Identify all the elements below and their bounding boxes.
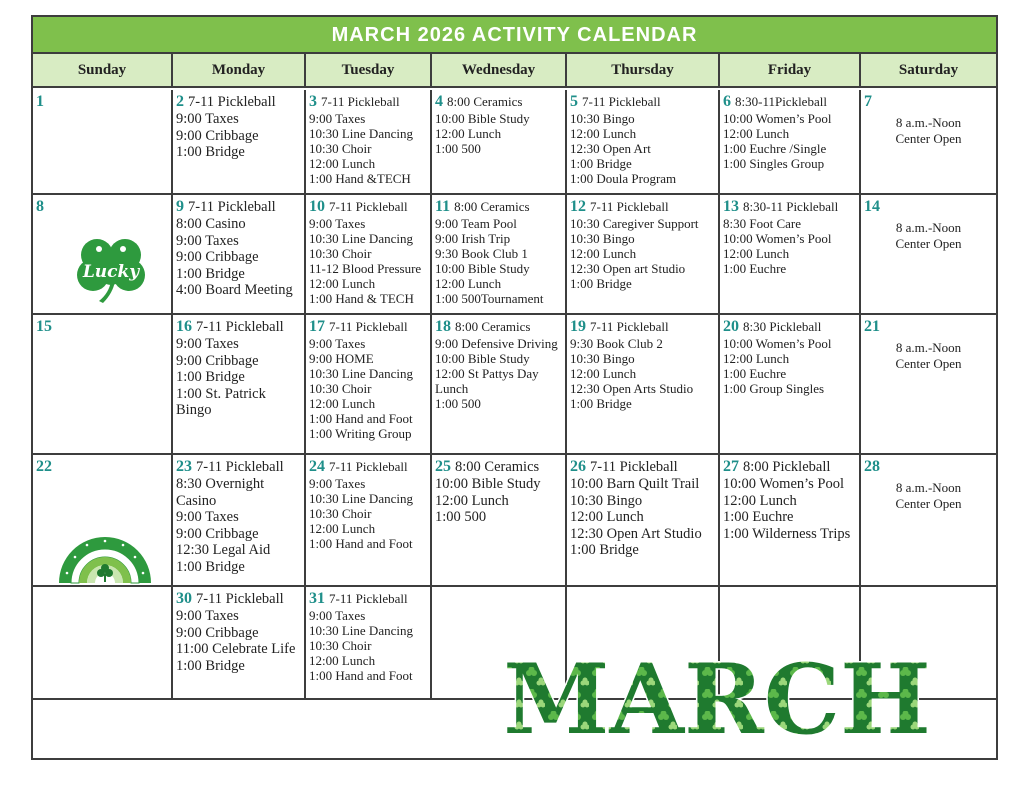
event-item: 8:30-11 Pickleball [743,199,839,214]
event-item: 9:00 Taxes [176,232,239,249]
day-cell [861,455,996,587]
event-item: 10:30 Bingo [570,351,635,366]
event-item: 9:00 Cribbage [176,624,259,641]
day-cell [861,315,996,455]
event-item: 10:00 Bible Study [435,111,530,126]
day-number: 27 [723,458,739,475]
event-item: 9:00 Taxes [176,336,239,352]
event-item: 10:00 Barn Quilt Trail [570,476,700,492]
day-number: 1 [36,93,44,110]
saturday-hours: 8 a.m.-Noon [895,115,962,130]
event-item: 8:00 Casino [176,216,246,232]
day-cell [567,455,720,587]
event-item: 7-11 Pickleball [321,94,400,109]
event-item: 1:00 Singles Group [723,156,825,171]
event-item: 10:30 Bingo [570,111,635,126]
event-item: 12:00 St Pattys Day Lunch [435,366,539,396]
saturday-hours: Center Open [895,356,962,371]
event-item: 12:30 Open Arts Studio [570,381,694,396]
event-item: 12:00 Lunch [723,126,790,141]
event-item: 12:00 Lunch [309,653,376,668]
event-item: 9:00 Taxes [176,608,239,624]
day-header-monday: Monday [173,54,306,88]
day-number: 2 [176,93,184,110]
event-item: 7-11 Pickleball [196,591,284,607]
event-item: 9:30 Book Club 2 [570,336,663,351]
event-item: 1:00 Hand &TECH [309,171,411,186]
event-item: 7-11 Pickleball [196,459,284,475]
event-item: 1:00 Wilderness Trips [723,525,851,542]
event-item: 1:00 Bridge [176,144,245,160]
event-item: 9:00 HOME [309,351,374,366]
day-number: 13 [723,198,739,215]
day-number: 22 [36,458,52,475]
event-item: 8:00 Ceramics [454,199,530,214]
event-item: 1:00 Euchre [723,509,794,525]
event-item: 9:00 Taxes [309,216,366,231]
event-item: 1:00 Bridge [176,558,245,575]
saturday-hours: Center Open [895,496,962,511]
event-item: 1:00 500 [435,396,481,411]
event-item: 10:30 Line Dancing [309,491,413,506]
day-cell [306,455,432,587]
day-number: 9 [176,198,184,215]
event-item: 1:00 Euchre /Single [723,141,827,156]
event-item: 8:30-11Pickleball [735,94,827,109]
event-item: 7-11 Pickleball [329,591,408,606]
event-item: 11:00 Celebrate Life [176,641,296,657]
event-item: 9:00 Taxes [309,111,366,126]
event-item: 1:00 Bridge [570,156,632,171]
event-item: 7-11 Pickleball [590,319,669,334]
day-cell [173,90,306,195]
day-number: 28 [864,458,880,475]
event-item: 1:00 Writing Group [309,426,412,441]
day-cell [567,195,720,315]
event-item: 1:00 Euchre [723,261,787,276]
event-item: 10:30 Line Dancing [309,366,413,381]
event-item: 9:00 Cribbage [176,249,259,265]
event-item: 10:30 Bingo [570,231,635,246]
day-number: 24 [309,458,325,475]
saturday-hours: 8 a.m.-Noon [895,220,962,235]
day-number: 17 [309,318,325,335]
event-item: 1:00 Bridge [176,657,245,674]
event-item: 8:00 Pickleball [743,459,831,475]
event-item: 9:30 Book Club 1 [435,246,528,261]
event-item: 1:00 Bridge [176,265,245,282]
event-item: 7-11 Pickleball [188,199,276,215]
event-item: 12:00 Lunch [309,156,376,171]
event-item: 10:30 Choir [309,638,372,653]
lucky-label: Lucky [82,262,140,282]
event-item: 10:00 Women’s Pool [723,336,832,351]
event-item: 1:00 Euchre [723,366,787,381]
event-item: 12:00 Lunch [723,351,790,366]
event-item: 12:30 Open Art [570,141,651,156]
event-item: 10:30 Choir [309,381,372,396]
event-item: 7-11 Pickleball [329,459,408,474]
event-item: 9:00 Taxes [176,111,239,127]
calendar-title: MARCH 2026 ACTIVITY CALENDAR [33,17,996,54]
day-number: 6 [723,93,731,110]
event-item: 1:00 Bridge [176,369,245,385]
day-number: 21 [864,318,880,335]
day-number: 4 [435,93,443,110]
day-number: 30 [176,590,192,607]
event-item: 12:30 Open Art Studio [570,525,702,542]
day-header-sunday: Sunday [33,54,173,88]
event-item: 12:00 Lunch [723,492,797,509]
day-header-friday: Friday [720,54,861,88]
day-cell [567,90,720,195]
day-number: 5 [570,93,578,110]
day-number: 12 [570,198,586,215]
event-item: 7-11 Pickleball [188,94,276,110]
saturday-hours: Center Open [895,236,962,251]
event-item: 1:00 Bridge [570,542,639,558]
saturday-hours: 8 a.m.-Noon [895,340,962,355]
day-number: 26 [570,458,586,475]
day-number: 19 [570,318,586,335]
saturday-hours: 8 a.m.-Noon [895,480,962,495]
day-cell [432,195,567,315]
event-item: 8:00 Ceramics [455,459,540,475]
event-item: 10:30 Line Dancing [309,623,413,638]
event-item: 7-11 Pickleball [329,319,408,334]
day-cell [33,90,173,195]
event-item: 12:30 Open art Studio [570,261,686,276]
event-item: 1:00 Bridge [570,396,632,411]
day-number: 16 [176,318,192,335]
day-cell [306,315,432,455]
day-cell [720,195,861,315]
day-number: 31 [309,590,325,607]
event-item: 8:00 Ceramics [447,94,523,109]
day-cell [720,90,861,195]
event-item: 9:00 Taxes [309,476,366,491]
event-item: 7-11 Pickleball [329,199,408,214]
day-cell [432,90,567,195]
event-item: 12:00 Lunch [309,276,376,291]
day-number: 10 [309,198,325,215]
day-number: 20 [723,318,739,335]
event-item: 10:30 Caregiver Support [570,216,699,231]
day-number: 11 [435,198,451,215]
day-cell [432,455,567,587]
rainbow-icon [55,517,155,585]
event-item: 10:00 Bible Study [435,351,530,366]
event-item: 10:30 Choir [309,141,372,156]
event-item: 9:00 Cribbage [176,127,259,144]
day-cell [33,587,173,700]
event-item: 1:00 Hand and Foot [309,411,413,426]
day-number: 15 [36,318,52,335]
day-cell [173,315,306,455]
event-item: 8:30 Overnight Casino [176,476,265,509]
event-item: 9:00 Cribbage [176,352,259,369]
day-cell [720,315,861,455]
event-item: 1:00 500 [435,141,481,156]
saturday-hours: Center Open [895,131,962,146]
event-item: 7-11 Pickleball [582,94,661,109]
day-cell [861,90,996,195]
event-item: 12:00 Lunch [435,492,509,509]
day-cell [306,587,432,700]
day-cell [173,587,306,700]
event-item: 9:00 Cribbage [176,525,259,542]
day-cell [306,195,432,315]
day-cell [720,455,861,587]
day-header-thursday: Thursday [567,54,720,88]
day-number: 14 [864,198,880,215]
event-item: 12:00 Lunch [570,509,644,525]
event-item: 10:00 Bible Study [435,476,541,492]
event-item: 7-11 Pickleball [590,459,678,475]
event-item: 7-11 Pickleball [590,199,669,214]
event-item: 9:00 Defensive Driving [435,336,558,351]
day-number: 23 [176,458,192,475]
event-item: 12:00 Lunch [570,126,637,141]
day-cell [173,195,306,315]
event-item: 4:00 Board Meeting [176,282,293,298]
event-item: 9:00 Irish Trip [435,231,511,246]
event-item: 10:30 Choir [309,246,372,261]
event-item: 10:30 Bingo [570,492,643,509]
event-item: 1:00 St. Patrick Bingo [176,385,266,418]
march-banner-icon [503,643,931,756]
day-header-tuesday: Tuesday [306,54,432,88]
day-header-wednesday: Wednesday [432,54,567,88]
event-item: 12:00 Lunch [570,366,637,381]
day-cell [173,455,306,587]
day-number: 18 [435,318,451,335]
event-item: 12:00 Lunch [435,276,502,291]
event-item: 12:00 Lunch [309,521,376,536]
day-cell [861,195,996,315]
event-item: 7-11 Pickleball [196,319,284,335]
day-cell [306,90,432,195]
event-item: 9:00 Team Pool [435,216,517,231]
event-item: 12:30 Legal Aid [176,542,271,558]
event-item: 9:00 Taxes [309,608,366,623]
event-item: 1:00 Group Singles [723,381,825,396]
event-item: 10:30 Choir [309,506,372,521]
event-item: 1:00 500Tournament [435,291,544,306]
lucky-shamrock-icon [69,231,153,303]
event-item: 8:30 Pickleball [743,319,822,334]
event-item: 1:00 Hand & TECH [309,291,414,306]
calendar [31,15,998,760]
day-header-saturday: Saturday [861,54,996,88]
event-item: 12:00 Lunch [309,396,376,411]
event-item: 10:30 Line Dancing [309,231,413,246]
event-item: 10:00 Bible Study [435,261,530,276]
event-item: 11-12 Blood Pressure [309,261,422,276]
day-number: 3 [309,93,317,110]
day-cell [567,315,720,455]
event-item: 1:00 Bridge [570,276,632,291]
march-banner-text: MARCH [503,643,931,756]
day-number: 8 [36,198,44,215]
day-number: 7 [864,93,872,110]
event-item: 12:00 Lunch [435,126,502,141]
event-item: 8:00 Ceramics [455,319,531,334]
event-item: 1:00 500 [435,509,487,525]
event-item: 10:30 Line Dancing [309,126,413,141]
day-cell [432,315,567,455]
event-item: 1:00 Doula Program [570,171,677,186]
event-item: 1:00 Hand and Foot [309,536,413,551]
event-item: 10:00 Women’s Pool [723,231,832,246]
event-item: 8:30 Foot Care [723,216,801,231]
event-item: 10:00 Women’s Pool [723,476,845,492]
event-item: 1:00 Hand and Foot [309,668,413,683]
event-item: 10:00 Women’s Pool [723,111,832,126]
event-item: 9:00 Taxes [176,509,239,525]
event-item: 12:00 Lunch [570,246,637,261]
event-item: 9:00 Taxes [309,336,366,351]
event-item: 12:00 Lunch [723,246,790,261]
day-cell [33,315,173,455]
day-number: 25 [435,458,451,475]
